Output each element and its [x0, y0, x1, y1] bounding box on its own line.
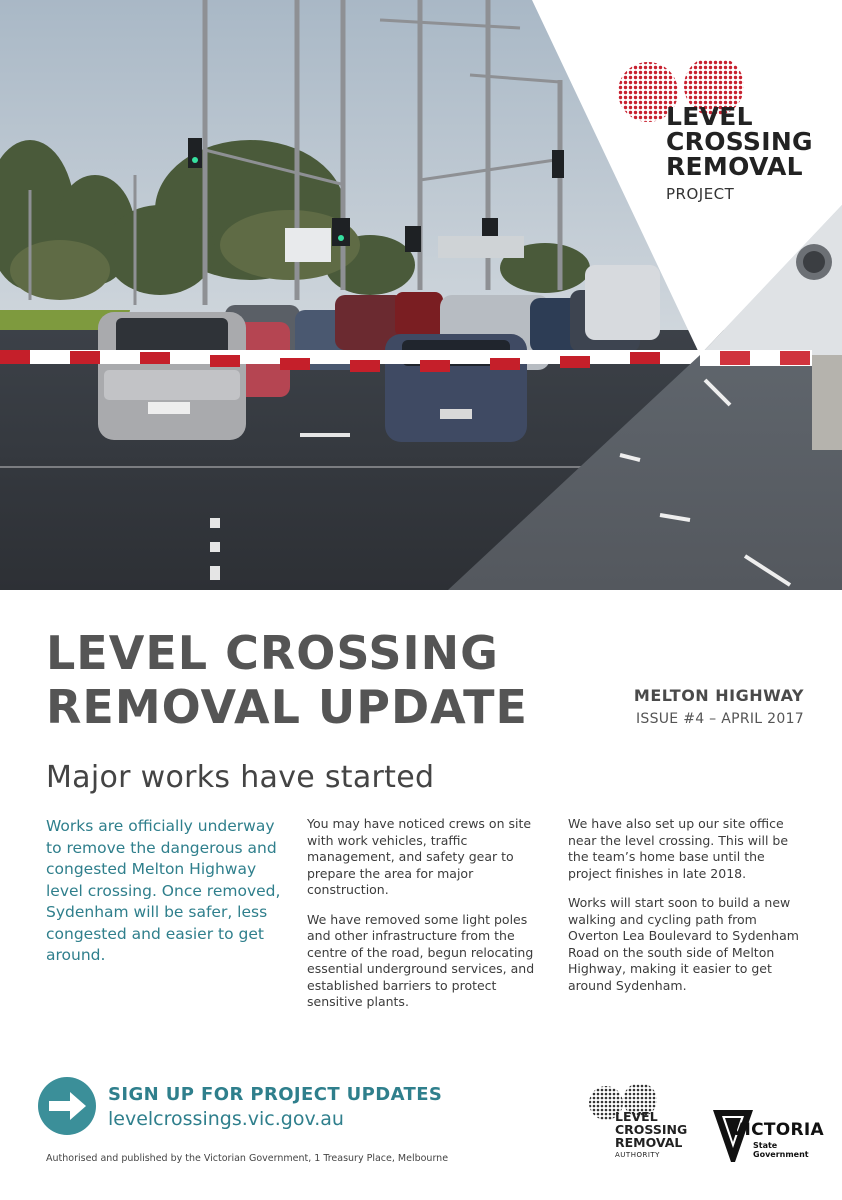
victoria-government-logo: [713, 1108, 824, 1164]
logo-line-3: REMOVAL: [666, 152, 803, 181]
title-line-2: REMOVAL UPDATE: [46, 680, 528, 734]
col2-paragraph-2: We have removed some light poles and other infrastructure from the centre of the road, begun relocating essential underground services, and established barriers to protect sensitive plants.: [307, 911, 535, 1009]
lxra-line-2: CROSSING: [615, 1122, 688, 1137]
signup-heading[interactable]: SIGN UP FOR PROJECT UPDATES: [108, 1084, 443, 1105]
logo-line-4: PROJECT: [666, 185, 735, 203]
col3-paragraph-2: Works will start soon to build a new walking and cycling path from Overton Lea Boulevard to Sydenham Road on the south side of Melton Highway, making it easier to get around Sydenham.: [568, 895, 799, 993]
body-column-3: [568, 816, 810, 1007]
issue-info: [634, 686, 804, 727]
lxra-authority-logo: [588, 1084, 708, 1164]
signup-url-link[interactable]: levelcrossings.vic.gov.au: [108, 1108, 344, 1130]
intro-column: [46, 816, 286, 980]
authorisation-statement: Authorised and published by the Victorian Government, 1 Treasury Place, Melbourne: [46, 1153, 449, 1164]
page-title: [46, 626, 528, 734]
col2-paragraph-1: You may have noticed crews on site with work vehicles, traffic management, and safety gear to prepare the area for major construction.: [307, 816, 532, 897]
issue-location: MELTON HIGHWAY: [633, 686, 804, 705]
victoria-sub-2: Government: [753, 1150, 809, 1159]
issue-date: ISSUE #4 – APRIL 2017: [635, 711, 804, 727]
victoria-name: VICTORIA: [731, 1120, 824, 1140]
title-line-1: LEVEL CROSSING: [46, 626, 499, 680]
lxra-line-4: AUTHORITY: [615, 1151, 660, 1159]
col3-paragraph-1: We have also set up our site office near the level crossing. This will be the team’s home base until the project finishes in late 2018.: [568, 816, 789, 881]
victoria-sub-1: State: [753, 1141, 778, 1150]
hero-photo: [0, 0, 842, 590]
intro-paragraph: Works are officially underway to remove the dangerous and congested Melton Highway level crossing. Once removed, Sydenham will be safer, less congested and easier to get around.: [46, 817, 281, 964]
body-column-2: [307, 816, 549, 1024]
arrow-right-icon[interactable]: [38, 1077, 96, 1135]
logo-line-1: LEVEL: [666, 102, 753, 131]
lxra-line-1: LEVEL: [615, 1109, 658, 1124]
lxra-line-3: REMOVAL: [615, 1135, 683, 1150]
article-subtitle: Major works have started: [46, 760, 435, 795]
logo-line-2: CROSSING: [666, 127, 813, 156]
